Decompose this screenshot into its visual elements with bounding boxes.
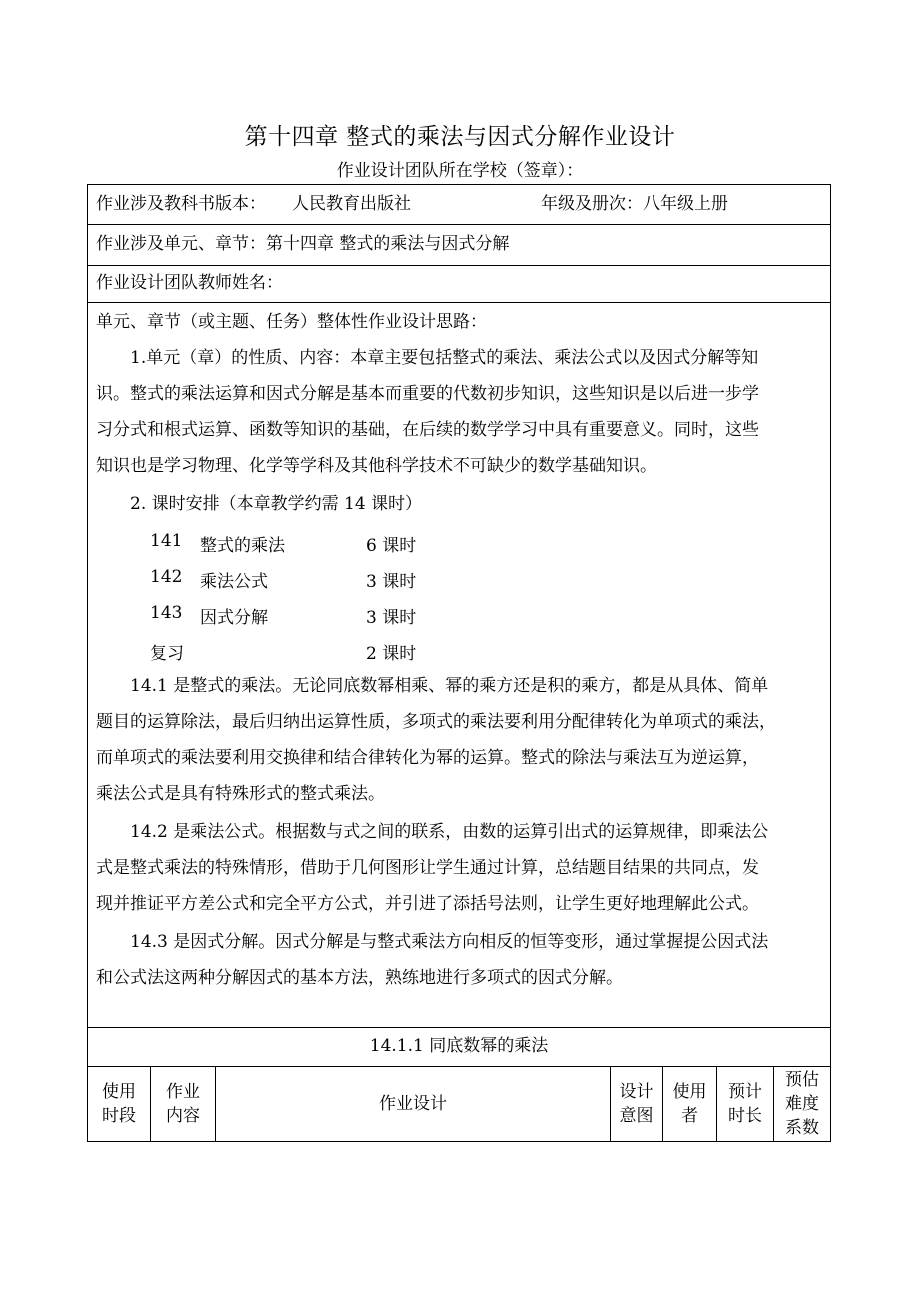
- paragraph-3-line-4: 乘法公式是具有特殊形式的整式乘法。: [96, 784, 385, 804]
- section-title-row: [87, 1027, 831, 1067]
- header-text: 意图: [619, 1105, 654, 1126]
- header-difficulty-coefficient: [774, 1066, 830, 1141]
- grade-value: 八年级上册: [643, 194, 728, 214]
- paragraph-1-line-3: 习分式和根式运算、函数等知识的基础，在后续的数学学习中具有重要意义。同时，这些: [96, 420, 759, 440]
- schedule-name: 乘法公式: [200, 572, 268, 592]
- grade-label: 年级及册次：: [541, 194, 643, 214]
- school-signature-line: 作业设计团队所在学校（签章）：: [336, 161, 584, 181]
- schedule-code: 141: [150, 531, 183, 551]
- design-ideas-cell: [87, 302, 831, 1028]
- header-text: 设计: [619, 1081, 654, 1102]
- textbook-label: 作业涉及教科书版本：: [96, 194, 266, 214]
- schedule-hours: 3 课时: [366, 572, 417, 592]
- header-text: 作业设计: [379, 1093, 447, 1114]
- header-text: 预估: [785, 1069, 819, 1090]
- teacher-line: 作业设计团队教师姓名：: [96, 273, 283, 293]
- document-title: 第十四章 整式的乘法与因式分解作业设计: [244, 124, 676, 150]
- textbook-value: 人民教育出版社: [292, 194, 411, 214]
- paragraph-3-line-1: 14.1 是整式的乘法。无论同底数幂相乘、幂的乘方还是积的乘方，都是从具体、简单: [130, 676, 769, 696]
- header-usage-period: [88, 1066, 151, 1141]
- unit-row: [87, 224, 831, 266]
- schedule-name: 复习: [150, 644, 184, 664]
- header-text: 使用: [102, 1081, 136, 1102]
- schedule-hours: 3 课时: [366, 608, 417, 628]
- section-title: 14.1.1 同底数幂的乘法: [369, 1036, 549, 1056]
- schedule-code: 143: [150, 603, 183, 623]
- header-text: 使用: [672, 1081, 707, 1102]
- header-estimated-time: [717, 1066, 774, 1141]
- textbook-row: [87, 184, 831, 225]
- header-text: 时段: [102, 1105, 136, 1126]
- paragraph-1-line-2: 识。整式的乘法运算和因式分解是基本而重要的代数初步知识，这些知识是以后进一步学: [96, 384, 759, 404]
- paragraph-1-line-4: 知识也是学习物理、化学等学科及其他科学技术不可缺少的数学基础知识。: [96, 456, 657, 476]
- header-text: 时长: [728, 1105, 762, 1126]
- header-text: 者: [681, 1105, 698, 1126]
- header-text: 系数: [785, 1117, 819, 1138]
- schedule-hours: 6 课时: [366, 536, 417, 556]
- paragraph-3-line-3: 而单项式的乘法要利用交换律和结合律转化为幂的运算。整式的除法与乘法互为逆运算，: [96, 748, 759, 768]
- paragraph-4-line-3: 现并推证平方差公式和完全平方公式，并引进了添括号法则，让学生更好地理解此公式。: [96, 894, 759, 914]
- header-text: 作业: [166, 1081, 200, 1102]
- paragraph-4-line-2: 式是整式乘法的特殊情形，借助于几何图形让学生通过计算，总结题目结果的共同点，发: [96, 858, 759, 878]
- header-assignment-design: [216, 1066, 611, 1141]
- schedule-hours: 2 课时: [366, 644, 417, 664]
- header-user: [663, 1066, 717, 1141]
- header-text: 预计: [728, 1081, 762, 1102]
- design-heading: 单元、章节（或主题、任务）整体性作业设计思路：: [96, 312, 487, 332]
- header-design-intent: [611, 1066, 663, 1141]
- schedule-heading: 2. 课时安排（本章教学约需 14 课时）: [130, 494, 423, 514]
- teacher-row: [87, 265, 831, 303]
- header-assignment-content: [151, 1066, 216, 1141]
- schedule-name: 因式分解: [200, 608, 268, 628]
- paragraph-3-line-2: 题目的运算除法，最后归纳出运算性质，多项式的乘法要利用分配律转化为单项式的乘法，: [96, 712, 776, 732]
- unit-line: 作业涉及单元、章节：第十四章 整式的乘法与因式分解: [96, 234, 510, 254]
- paragraph-5-line-2: 和公式法这两种分解因式的基本方法，熟练地进行多项式的因式分解。: [96, 968, 623, 988]
- schedule-code: 142: [150, 567, 183, 587]
- assignment-table-header: [87, 1066, 831, 1142]
- header-text: 内容: [166, 1105, 200, 1126]
- paragraph-1-line-1: 1.单元（章）的性质、内容：本章主要包括整式的乘法、乘法公式以及因式分解等知: [130, 348, 759, 368]
- paragraph-5-line-1: 14.3 是因式分解。因式分解是与整式乘法方向相反的恒等变形，通过掌握提公因式法: [130, 932, 769, 952]
- paragraph-4-line-1: 14.2 是乘法公式。根据数与式之间的联系，由数的运算引出式的运算规律，即乘法公: [130, 822, 769, 842]
- header-text: 难度: [785, 1093, 819, 1114]
- schedule-name: 整式的乘法: [200, 536, 285, 556]
